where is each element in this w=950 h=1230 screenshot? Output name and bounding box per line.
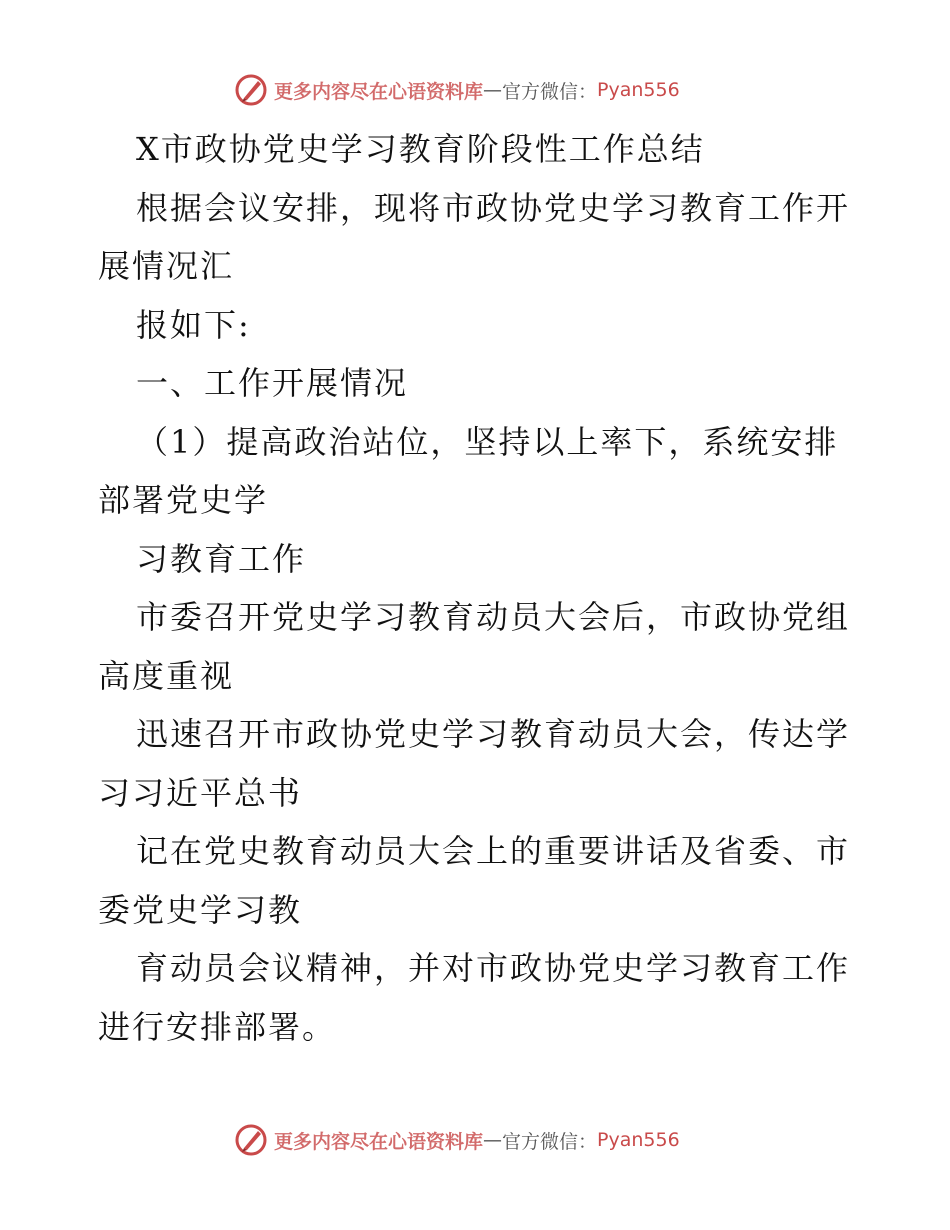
quill-pen-logo-icon bbox=[234, 73, 268, 107]
text-line: 进行安排部署。 bbox=[98, 1007, 337, 1046]
text-line: 迅速召开市政协党史学习教育动员大会，传达学 bbox=[136, 715, 851, 753]
footer-banner bbox=[234, 1122, 754, 1158]
section-heading: 一、工作开展情况 bbox=[136, 364, 409, 402]
banner-wechat-id: Pyan556 bbox=[597, 79, 680, 101]
text-line: 记在党史教育动员大会上的重要讲话及省委、市 bbox=[136, 832, 851, 870]
text-line: 报如下: bbox=[136, 305, 251, 344]
banner-main-text: 更多内容尽在心语资料库 bbox=[274, 1130, 484, 1153]
subsection-heading: （1）提高政治站位，坚持以上率下，系统安排 bbox=[136, 422, 839, 461]
text-line: 育动员会议精神，并对市政协党史学习教育工作 bbox=[136, 949, 851, 987]
text-line: 习教育工作 bbox=[136, 539, 307, 578]
header-banner bbox=[234, 72, 754, 108]
banner-main-text: 更多内容尽在心语资料库 bbox=[274, 80, 484, 103]
quill-pen-logo-icon bbox=[234, 1123, 268, 1157]
banner-wechat-id: Pyan556 bbox=[597, 1129, 680, 1151]
banner-dash: — bbox=[483, 79, 503, 101]
document-title: X市政协党史学习教育阶段性工作总结 bbox=[136, 130, 705, 168]
document-body bbox=[98, 120, 858, 1056]
text-line: 根据会议安排，现将市政协党史学习教育工作开 bbox=[136, 188, 851, 227]
text-line: 展情况汇 bbox=[98, 247, 235, 285]
banner-label: 官方微信： bbox=[502, 80, 598, 103]
text-line: 高度重视 bbox=[98, 656, 235, 695]
banner-dash: — bbox=[483, 1129, 503, 1151]
text-line: 委党史学习教 bbox=[98, 890, 303, 929]
text-line: 市委召开党史学习教育动员大会后，市政协党组 bbox=[136, 598, 851, 636]
text-line: 部署党史学 bbox=[98, 481, 269, 519]
text-line: 习习近平总书 bbox=[98, 773, 303, 812]
banner-label: 官方微信： bbox=[502, 1130, 598, 1153]
